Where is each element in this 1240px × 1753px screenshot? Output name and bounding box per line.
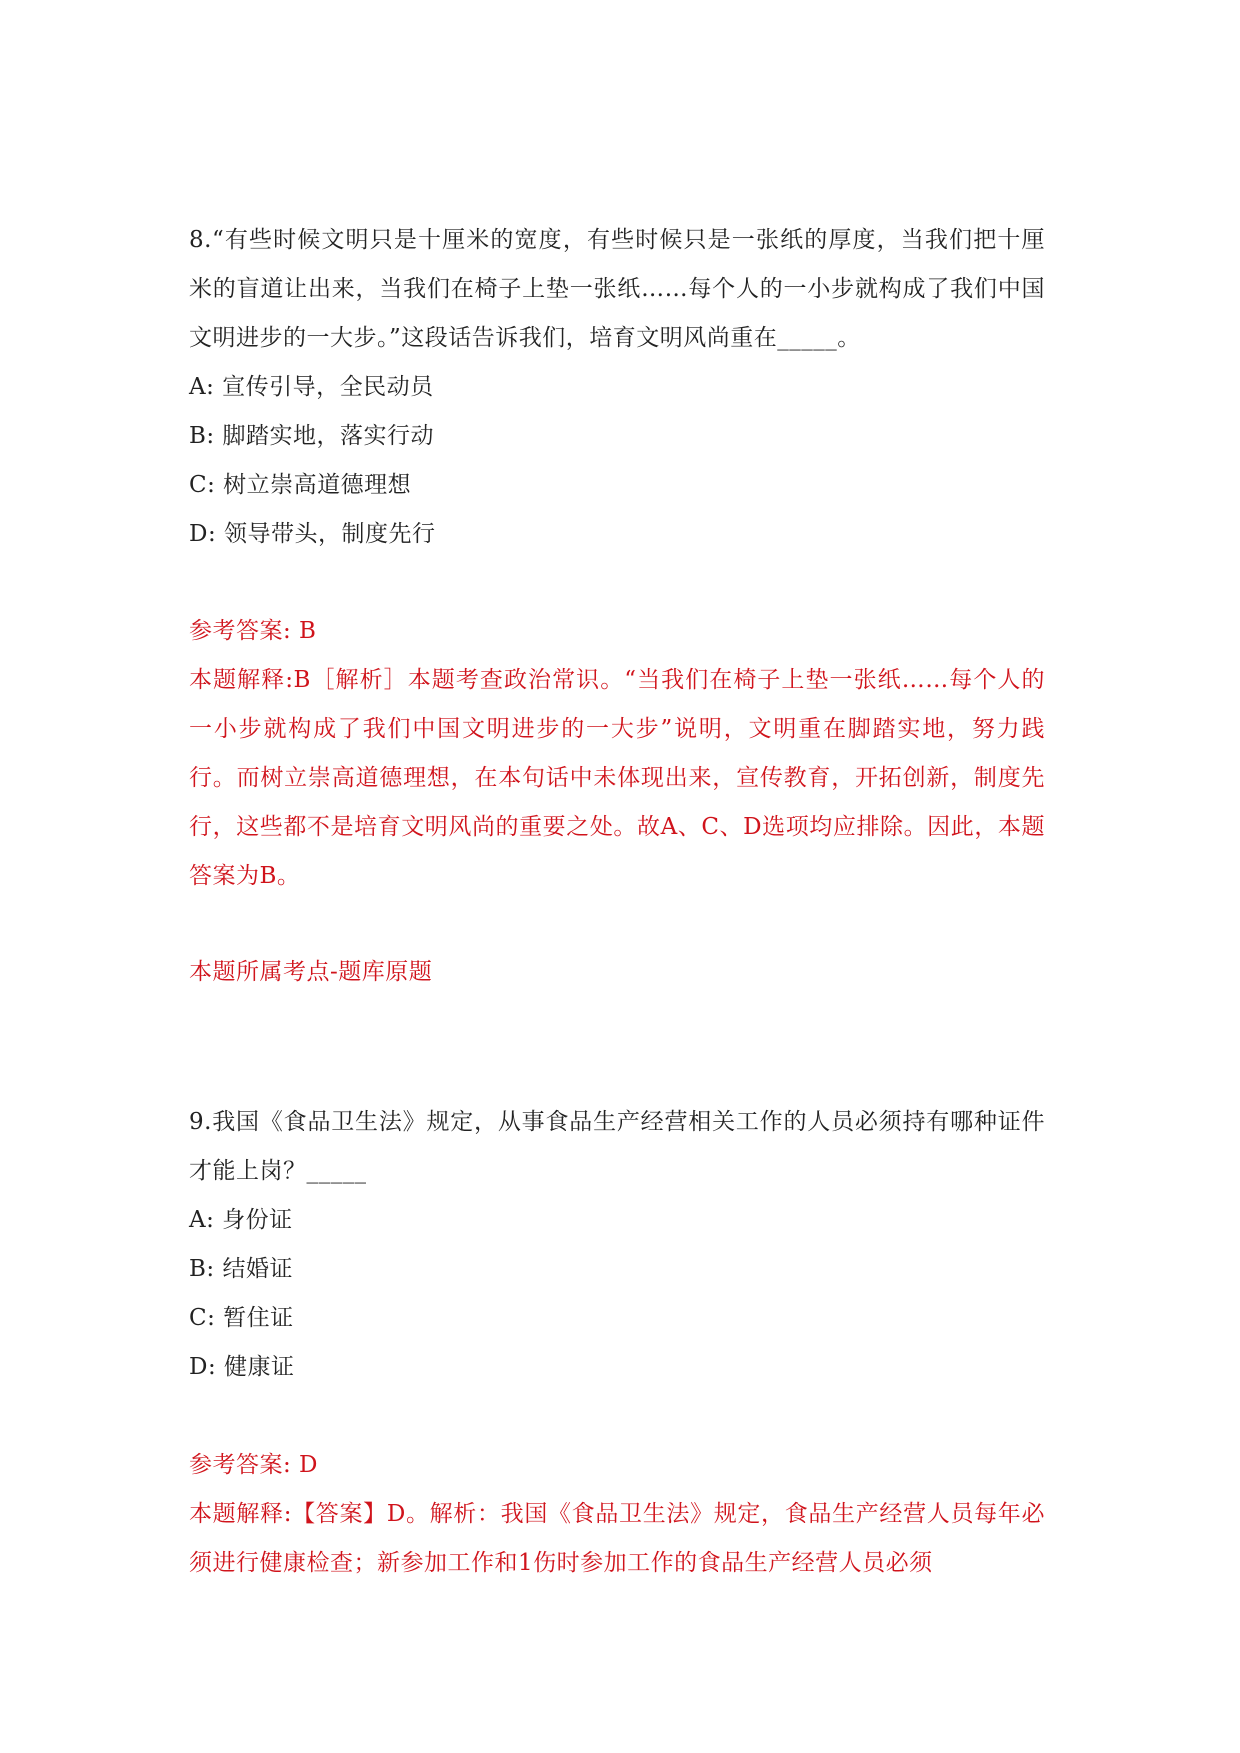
question-8-option-b: B: 脚踏实地，落实行动 bbox=[189, 423, 434, 449]
question-8-point-text: 本题所属考点-题库原题 bbox=[189, 959, 433, 985]
question-9-option-c: C: 暂住证 bbox=[189, 1305, 294, 1331]
question-8-option-d: D: 领导带头，制度先行 bbox=[189, 521, 436, 547]
question-8-answer: 参考答案: B bbox=[189, 618, 317, 644]
question-9-explanation: 本题解释:【答案】D。解析：我国《食品卫生法》规定，食品生产经营人员每年必须进行健康检查；新参加工作和1伤时参加工作的食品生产经营人员必须 bbox=[189, 1501, 1045, 1576]
question-9-option-a: A: 身份证 bbox=[189, 1207, 293, 1233]
question-8-knowledge-point bbox=[189, 948, 1045, 997]
question-8-explanation: 本题解释:B［解析］本题考查政治常识。“当我们在椅子上垫一张纸……每个人的一小步就构成了我们中国文明进步的一大步”说明，文明重在脚踏实地，努力践行。而树立崇高道德理想，在本句话中未体现出来，宣传教育，开拓创新，制度先行，这些都不是培育文明风尚的重要之处。故A、C、D选项均应排除。因此，本题答案为B。 bbox=[189, 667, 1045, 889]
question-8-answer-block bbox=[189, 607, 1045, 901]
question-9 bbox=[189, 1098, 1045, 1392]
question-9-answer: 参考答案: D bbox=[189, 1452, 319, 1478]
question-9-stem: 9.我国《食品卫生法》规定，从事食品生产经营相关工作的人员必须持有哪种证件才能上岗？_____ bbox=[189, 1109, 1045, 1184]
question-8-stem: 8.“有些时候文明只是十厘米的宽度，有些时候只是一张纸的厚度，当我们把十厘米的盲道让出来，当我们在椅子上垫一张纸……每个人的一小步就构成了我们中国文明进步的一大步。”这段话告诉我们，培育文明风尚重在_____。 bbox=[189, 227, 1045, 351]
question-9-option-b: B: 结婚证 bbox=[189, 1256, 293, 1282]
question-8-option-a: A: 宣传引导，全民动员 bbox=[189, 374, 434, 400]
question-8-option-c: C: 树立崇高道德理想 bbox=[189, 472, 412, 498]
question-9-option-d: D: 健康证 bbox=[189, 1354, 295, 1380]
question-8 bbox=[189, 216, 1045, 559]
question-9-answer-block bbox=[189, 1441, 1045, 1588]
